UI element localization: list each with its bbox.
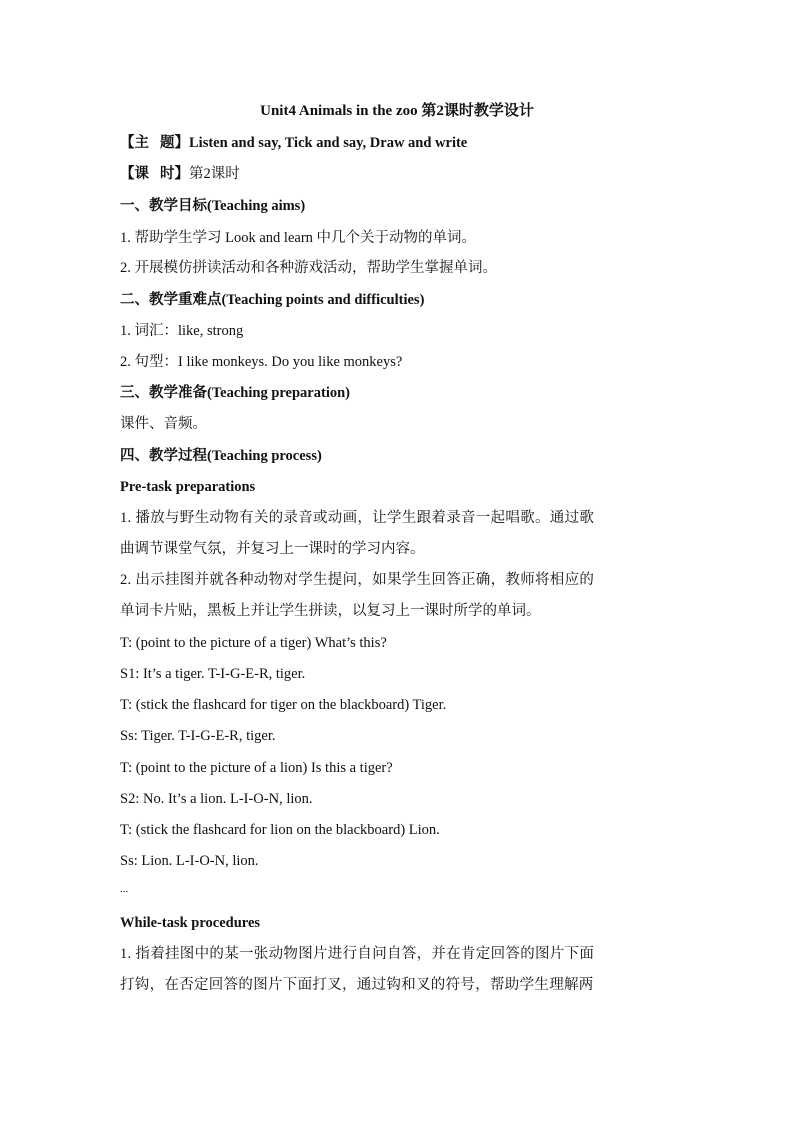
aim-item-2: 2. 开展模仿拼读活动和各种游戏活动，帮助学生掌握单词。 (120, 260, 497, 276)
pre-task-step-2-line-1: 2. 出示挂图并就各种动物对学生提问，如果学生回答正确，教师将相应的 (120, 572, 595, 588)
subheading-pre-task: Pre-task preparations (120, 479, 256, 495)
dialog-line: T: (point to the picture of a tiger) What’s this? (120, 635, 387, 651)
preparation-text: 课件、音频。 (120, 416, 207, 432)
dialog-line: T: (stick the flashcard for lion on the blackboard) Lion. (120, 822, 440, 838)
period-row (120, 164, 680, 184)
period-value: 第2课时 (189, 166, 240, 182)
section-heading-preparation: 三、教学准备(Teaching preparation) (120, 385, 350, 401)
period-label: 【课 时】 (120, 166, 189, 182)
dialog-line: Ss: Lion. L-I-O-N, lion. (120, 853, 259, 869)
dialog-line: S2: No. It’s a lion. L-I-O-N, lion. (120, 791, 313, 807)
subheading-while-task: While-task procedures (120, 915, 261, 931)
section-heading-aims: 一、教学目标(Teaching aims) (120, 198, 306, 214)
theme-value: Listen and say, Tick and say, Draw and write (189, 135, 468, 151)
theme-label: 【主 题】 (120, 135, 189, 151)
theme-row (120, 133, 680, 153)
point-item-2: 2. 句型：I like monkeys. Do you like monkeys? (120, 354, 403, 370)
pre-task-step-1-line-1: 1. 播放与野生动物有关的录音或动画，让学生跟着录音一起唱歌。通过歌 (120, 510, 595, 526)
while-task-step-1-line-1: 1. 指着挂图中的某一张动物图片进行自问自答，并在肯定回答的图片下面 (120, 946, 595, 962)
dialog-line: S1: It’s a tiger. T-I-G-E-R, tiger. (120, 666, 306, 682)
section-heading-points: 二、教学重难点(Teaching points and difficulties) (120, 292, 425, 308)
pre-task-step-1-line-2: 曲调节课堂气氛，并复习上一课时的学习内容。 (120, 541, 425, 557)
while-task-step-1-line-2: 打钩，在否定回答的图片下面打叉，通过钩和叉的符号，帮助学生理解两 (120, 977, 594, 993)
ellipsis: ... (120, 883, 129, 895)
point-item-1: 1. 词汇：like, strong (120, 323, 244, 339)
pre-task-step-2-line-2: 单词卡片贴，黑板上并让学生拼读，以复习上一课时所学的单词。 (120, 603, 541, 619)
dialog-line: T: (stick the flashcard for tiger on the blackboard) Tiger. (120, 697, 447, 713)
dialog-line: T: (point to the picture of a lion) Is this a tiger? (120, 760, 393, 776)
document-title: Unit4 Animals in the zoo 第2课时教学设计 (260, 103, 534, 119)
section-heading-process: 四、教学过程(Teaching process) (120, 448, 322, 464)
dialog-line: Ss: Tiger. T-I-G-E-R, tiger. (120, 728, 276, 744)
aim-item-1: 1. 帮助学生学习 Look and learn 中几个关于动物的单词。 (120, 230, 477, 246)
